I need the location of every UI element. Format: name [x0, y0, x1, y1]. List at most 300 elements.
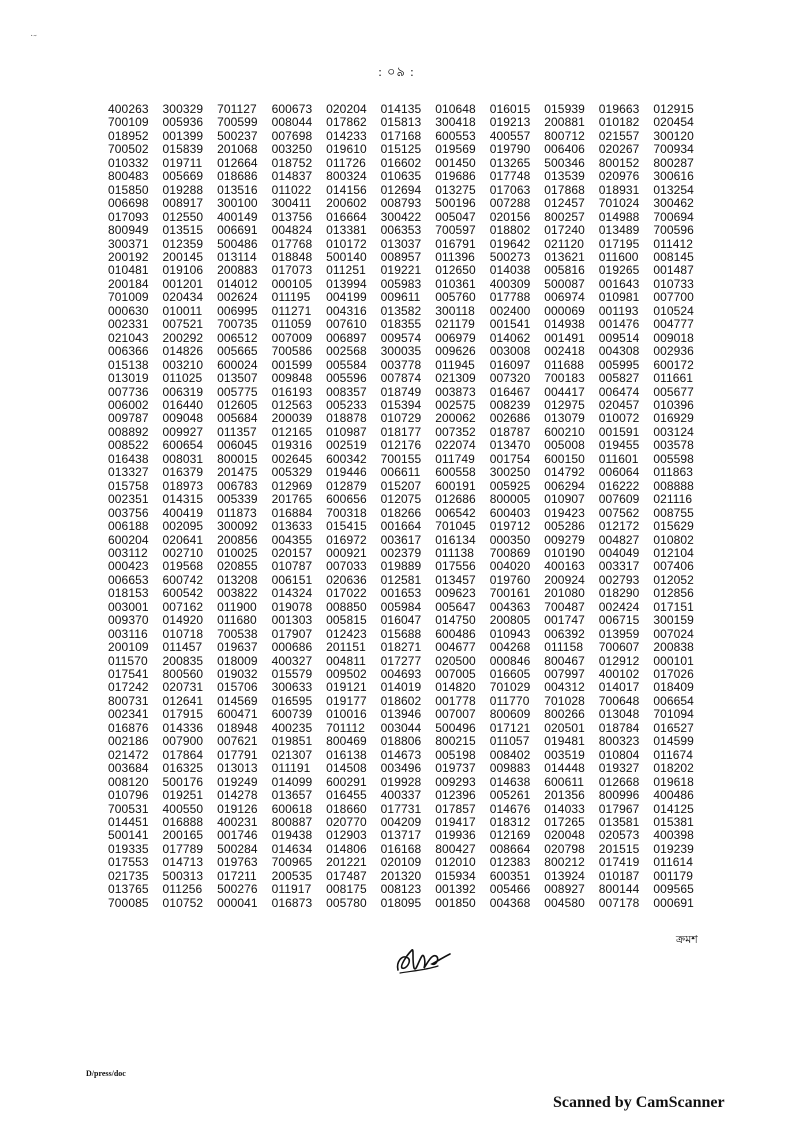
roll-number-cell: 300329 — [162, 102, 204, 116]
roll-number-cell: 018312 — [489, 815, 531, 830]
roll-number-cell: 011396 — [435, 249, 475, 264]
roll-number-cell: 012975 — [544, 397, 585, 412]
roll-number-cell: 007521 — [162, 317, 204, 332]
table-row — [108, 197, 708, 210]
roll-number-cell: 200602 — [326, 196, 367, 211]
roll-number-cell: 012641 — [162, 693, 204, 708]
roll-number-cell: 800005 — [489, 492, 531, 507]
roll-number-cell: 017789 — [162, 841, 204, 856]
roll-number-cell: 006406 — [544, 142, 585, 157]
roll-number-cell: 005984 — [380, 599, 422, 614]
roll-number-cell: 701112 — [326, 720, 365, 735]
roll-number-cell: 012010 — [435, 855, 476, 870]
table-row — [108, 507, 708, 520]
roll-number-cell: 014988 — [598, 209, 640, 224]
roll-number-cell: 001179 — [653, 868, 694, 883]
roll-number-cell: 001599 — [271, 357, 313, 372]
roll-number-cell: 010396 — [653, 397, 694, 412]
roll-number-cell: 002624 — [217, 290, 258, 305]
roll-number-cell: 019663 — [598, 102, 640, 116]
roll-number-cell: 016972 — [326, 532, 367, 547]
roll-number-cell: 300411 — [271, 196, 312, 211]
roll-number-cell: 010025 — [217, 545, 258, 560]
roll-number-cell: 010802 — [653, 532, 694, 547]
roll-number-cell: 003112 — [108, 545, 148, 560]
roll-number-cell: 019423 — [544, 505, 585, 520]
roll-number-cell: 017768 — [271, 236, 313, 251]
roll-number-cell: 017168 — [380, 128, 422, 143]
roll-number-cell: 019711 — [162, 155, 203, 170]
roll-number-cell: 000105 — [271, 276, 313, 291]
roll-number-cell: 005936 — [162, 115, 204, 130]
roll-number-cell: 200165 — [162, 828, 204, 843]
roll-number-cell: 002645 — [271, 451, 313, 466]
roll-number-cell: 014599 — [653, 734, 694, 749]
table-row — [108, 628, 708, 641]
roll-number-cell: 007874 — [380, 371, 422, 386]
roll-number-cell: 015138 — [108, 357, 149, 372]
roll-number-cell: 011661 — [653, 371, 694, 386]
roll-number-cell: 017026 — [653, 667, 694, 682]
table-row — [108, 547, 708, 560]
roll-number-cell: 003873 — [435, 384, 476, 399]
roll-number-cell: 013079 — [544, 411, 585, 426]
roll-number-cell: 201475 — [217, 465, 258, 480]
roll-number-cell: 006897 — [326, 330, 367, 345]
roll-number-cell: 016602 — [380, 155, 422, 170]
roll-number-cell: 010182 — [598, 115, 640, 130]
roll-number-cell: 600150 — [544, 451, 585, 466]
roll-number-cell: 008522 — [108, 438, 149, 453]
roll-number-cell: 021120 — [544, 236, 585, 251]
roll-number-cell: 001303 — [271, 613, 313, 628]
handwritten-signature-icon — [392, 944, 454, 976]
roll-number-cell: 011674 — [653, 747, 694, 762]
roll-number-cell: 018752 — [271, 155, 313, 170]
roll-number-cell: 007997 — [544, 667, 585, 682]
roll-number-cell: 003116 — [108, 626, 148, 641]
roll-number-cell: 012969 — [271, 478, 313, 493]
roll-number-cell: 020500 — [435, 653, 476, 668]
roll-number-cell: 005983 — [380, 276, 422, 291]
roll-number-cell: 009574 — [380, 330, 422, 345]
table-row — [108, 776, 708, 789]
roll-number-cell: 019851 — [271, 734, 313, 749]
roll-number-cell: 002568 — [326, 344, 367, 359]
roll-number-cell: 015706 — [217, 680, 258, 695]
roll-number-cell: 002095 — [162, 519, 204, 534]
roll-number-cell: 008357 — [326, 384, 367, 399]
table-row — [108, 708, 708, 721]
roll-number-cell: 010987 — [326, 424, 367, 439]
roll-number-cell: 201320 — [380, 868, 422, 883]
roll-number-cell: 014315 — [162, 492, 204, 507]
roll-number-cell: 800996 — [598, 788, 640, 803]
roll-number-cell: 004824 — [271, 223, 313, 238]
roll-number-cell: 018749 — [380, 384, 422, 399]
roll-number-cell: 003519 — [544, 747, 585, 762]
roll-number-cell: 006188 — [108, 519, 149, 534]
roll-number-cell: 004209 — [380, 815, 422, 830]
roll-number-cell: 005466 — [489, 882, 531, 897]
roll-number-cell: 017857 — [435, 801, 476, 816]
roll-number-cell: 016134 — [435, 532, 476, 547]
roll-number-cell: 800257 — [544, 209, 585, 224]
roll-number-cell: 000630 — [108, 303, 149, 318]
roll-number-cell: 011945 — [435, 357, 475, 372]
roll-number-cell: 006366 — [108, 344, 149, 359]
table-row — [108, 789, 708, 802]
roll-number-cell: 011457 — [162, 640, 203, 655]
roll-number-cell: 012912 — [598, 653, 640, 668]
roll-number-cell: 019928 — [380, 774, 422, 789]
table-row — [108, 641, 708, 654]
table-row — [108, 439, 708, 452]
roll-number-cell: 018848 — [271, 249, 313, 264]
roll-number-cell: 700155 — [380, 451, 422, 466]
roll-number-cell: 021179 — [435, 317, 475, 332]
roll-number-cell: 012915 — [653, 102, 694, 116]
roll-number-cell: 009626 — [435, 344, 476, 359]
roll-number-cell: 013924 — [544, 868, 585, 883]
roll-number-cell: 016168 — [380, 841, 422, 856]
roll-number-cell: 013539 — [544, 169, 585, 184]
roll-number-cell: 001747 — [544, 613, 585, 628]
roll-number-cell: 200292 — [162, 330, 204, 345]
roll-number-cell: 003578 — [653, 438, 694, 453]
roll-number-cell: 700607 — [598, 640, 640, 655]
roll-number-cell: 013717 — [380, 828, 422, 843]
roll-number-cell: 003008 — [489, 344, 531, 359]
roll-number-cell: 018686 — [217, 169, 258, 184]
roll-number-cell: 012563 — [271, 397, 313, 412]
roll-number-cell: 600351 — [489, 868, 531, 883]
roll-number-cell: 009018 — [653, 330, 694, 345]
roll-number-cell: 008957 — [380, 249, 422, 264]
table-row — [108, 655, 708, 668]
roll-number-cell: 014806 — [326, 841, 367, 856]
roll-number-cell: 300159 — [653, 613, 694, 628]
table-row — [108, 681, 708, 694]
roll-number-cell: 019265 — [598, 263, 640, 278]
roll-number-cell: 004417 — [544, 384, 585, 399]
roll-number-cell: 001850 — [435, 895, 476, 910]
roll-number-cell: 002936 — [653, 344, 694, 359]
roll-number-cell: 014017 — [598, 680, 640, 695]
roll-number-cell: 013633 — [271, 519, 313, 534]
roll-number-cell: 800609 — [489, 707, 531, 722]
roll-number-cell: 007288 — [489, 196, 531, 211]
roll-number-cell: 019438 — [271, 828, 313, 843]
roll-number-cell: 013254 — [653, 182, 694, 197]
roll-number-cell: 018931 — [598, 182, 640, 197]
roll-number-cell: 012104 — [653, 545, 694, 560]
table-row — [108, 184, 708, 197]
roll-number-cell: 008793 — [380, 196, 422, 211]
roll-number-cell: 016664 — [326, 209, 367, 224]
roll-number-cell: 000686 — [271, 640, 313, 655]
table-row — [108, 843, 708, 856]
roll-number-cell: 500176 — [162, 774, 204, 789]
roll-number-cell: 007007 — [435, 707, 476, 722]
roll-number-cell: 005596 — [326, 371, 367, 386]
table-row — [108, 614, 708, 627]
roll-number-cell: 021557 — [598, 128, 640, 143]
roll-number-cell: 020501 — [544, 720, 585, 735]
roll-number-cell: 600654 — [162, 438, 204, 453]
roll-number-cell: 007009 — [271, 330, 313, 345]
roll-number-cell: 800212 — [544, 855, 585, 870]
roll-number-cell: 005329 — [271, 465, 313, 480]
roll-number-cell: 013470 — [489, 438, 531, 453]
roll-number-cell: 016888 — [162, 815, 204, 830]
roll-number-cell: 011614 — [653, 855, 694, 870]
roll-number-cell: 017022 — [326, 586, 367, 601]
roll-number-cell: 005669 — [162, 169, 204, 184]
roll-number-cell: 003124 — [653, 424, 694, 439]
roll-number-cell: 014634 — [271, 841, 313, 856]
table-row — [108, 735, 708, 748]
roll-number-cell: 009279 — [544, 532, 585, 547]
roll-number-cell: 700161 — [489, 586, 531, 601]
table-row — [108, 803, 708, 816]
roll-number-cell: 006698 — [108, 196, 149, 211]
roll-number-cell: 014826 — [162, 344, 204, 359]
roll-number-cell: 700538 — [217, 626, 258, 641]
roll-number-cell: 011357 — [217, 424, 257, 439]
roll-number-cell: 010190 — [544, 545, 585, 560]
roll-number-cell: 007320 — [489, 371, 531, 386]
roll-number-cell: 019936 — [435, 828, 476, 843]
roll-number-cell: 600618 — [271, 801, 313, 816]
roll-number-cell: 016791 — [435, 236, 476, 251]
roll-number-cell: 004268 — [489, 640, 531, 655]
roll-number-cell: 001591 — [598, 424, 640, 439]
roll-number-cell: 000423 — [108, 559, 149, 574]
roll-number-cell: 017265 — [544, 815, 585, 830]
roll-number-cell: 010729 — [380, 411, 422, 426]
roll-number-cell: 700599 — [217, 115, 258, 130]
roll-number-cell: 000069 — [544, 303, 585, 318]
roll-number-cell: 500237 — [217, 128, 258, 143]
roll-number-cell: 018784 — [598, 720, 640, 735]
roll-number-cell: 011025 — [162, 371, 203, 386]
roll-number-cell: 007024 — [653, 626, 694, 641]
roll-number-cell: 200535 — [271, 868, 313, 883]
roll-number-cell: 016876 — [108, 720, 149, 735]
roll-number-cell: 015579 — [271, 667, 313, 682]
roll-number-cell: 020434 — [162, 290, 204, 305]
roll-number-cell: 006611 — [380, 465, 421, 480]
roll-number-cell: 002351 — [108, 492, 149, 507]
roll-number-cell: 701094 — [653, 707, 694, 722]
roll-number-cell: 011271 — [271, 303, 312, 318]
roll-number-cell: 013765 — [108, 882, 149, 897]
roll-number-cell: 009565 — [653, 882, 694, 897]
roll-number-cell: 300616 — [653, 169, 694, 184]
roll-number-cell: 012581 — [380, 572, 422, 587]
roll-number-cell: 012903 — [326, 828, 367, 843]
roll-number-cell: 800144 — [598, 882, 640, 897]
roll-number-cell: 014508 — [326, 761, 367, 776]
roll-number-cell: 017862 — [326, 115, 367, 130]
roll-number-cell: 400327 — [271, 653, 313, 668]
roll-number-cell: 013275 — [435, 182, 476, 197]
roll-number-cell: 014920 — [162, 613, 204, 628]
roll-number-cell: 600210 — [544, 424, 585, 439]
table-row — [108, 426, 708, 439]
roll-number-cell: 019637 — [217, 640, 258, 655]
roll-number-cell: 003778 — [380, 357, 422, 372]
roll-number-cell: 013265 — [489, 155, 531, 170]
roll-number-cell: 006151 — [271, 572, 313, 587]
roll-number-cell: 016929 — [653, 411, 694, 426]
roll-number-cell: 019251 — [162, 788, 204, 803]
roll-number-cell: 019249 — [217, 774, 258, 789]
roll-number-cell: 019712 — [489, 519, 531, 534]
roll-number-cell: 016884 — [271, 505, 313, 520]
roll-number-cell: 011057 — [489, 734, 530, 749]
roll-number-cell: 012075 — [380, 492, 422, 507]
roll-number-cell: 017063 — [489, 182, 531, 197]
roll-number-cell: 012605 — [217, 397, 258, 412]
roll-number-cell: 018271 — [380, 640, 422, 655]
roll-number-cell: 013208 — [217, 572, 258, 587]
roll-number-cell: 006979 — [435, 330, 476, 345]
roll-number-cell: 800731 — [108, 693, 149, 708]
roll-number-cell: 014673 — [380, 747, 422, 762]
roll-number-cell: 010804 — [598, 747, 640, 762]
roll-number-cell: 003617 — [380, 532, 422, 547]
roll-number-cell: 012172 — [598, 519, 640, 534]
roll-number-cell: 500140 — [326, 249, 367, 264]
table-row — [108, 372, 708, 385]
roll-number-cell: 001754 — [489, 451, 531, 466]
roll-number-cell: 012169 — [489, 828, 531, 843]
roll-number-cell: 012668 — [598, 774, 640, 789]
table-row — [108, 157, 708, 170]
roll-number-cell: 800266 — [544, 707, 585, 722]
roll-number-cell: 010072 — [598, 411, 640, 426]
roll-number-cell: 004355 — [271, 532, 313, 547]
roll-number-cell: 019481 — [544, 734, 585, 749]
roll-number-cell: 700735 — [217, 317, 258, 332]
roll-number-cell: 001643 — [598, 276, 640, 291]
roll-number-cell: 800323 — [598, 734, 640, 749]
roll-number-cell: 000846 — [489, 653, 531, 668]
roll-number-cell: 017967 — [598, 801, 640, 816]
roll-number-cell: 500284 — [217, 841, 258, 856]
roll-number-cell: 007005 — [435, 667, 476, 682]
roll-number-cell: 004316 — [326, 303, 367, 318]
roll-number-cell: 200039 — [271, 411, 313, 426]
roll-number-cell: 201068 — [217, 142, 258, 157]
roll-number-cell: 002400 — [489, 303, 531, 318]
roll-number-cell: 005584 — [326, 357, 367, 372]
roll-number-cell: 005775 — [217, 384, 258, 399]
roll-number-cell: 018177 — [380, 424, 422, 439]
roll-number-cell: 011138 — [435, 545, 475, 560]
table-row — [108, 520, 708, 533]
roll-number-cell: 013994 — [326, 276, 367, 291]
roll-number-cell: 020976 — [598, 169, 640, 184]
roll-number-cell: 200145 — [162, 249, 204, 264]
roll-number-cell: 014278 — [217, 788, 258, 803]
roll-number-cell: 016047 — [380, 613, 422, 628]
roll-number-cell: 001450 — [435, 155, 476, 170]
roll-number-cell: 011688 — [544, 357, 585, 372]
roll-number-cell: 500273 — [489, 249, 531, 264]
roll-number-cell: 018202 — [653, 761, 694, 776]
roll-number-cell: 700694 — [653, 209, 694, 224]
roll-number-cell: 017788 — [489, 290, 531, 305]
table-row — [108, 345, 708, 358]
roll-number-cell: 005925 — [489, 478, 531, 493]
roll-number-cell: 014062 — [489, 330, 531, 345]
roll-number-cell: 014099 — [271, 774, 313, 789]
roll-number-cell: 017868 — [544, 182, 585, 197]
roll-number-cell: 011022 — [271, 182, 312, 197]
roll-number-cell: 001193 — [598, 303, 639, 318]
roll-number-cell: 021043 — [108, 330, 149, 345]
roll-number-cell: 003317 — [598, 559, 640, 574]
roll-number-cell: 005233 — [326, 397, 367, 412]
table-row — [108, 480, 708, 493]
roll-number-cell: 009848 — [271, 371, 313, 386]
roll-number-cell: 015934 — [435, 868, 476, 883]
roll-number-cell: 006064 — [598, 465, 640, 480]
roll-number-cell: 005598 — [653, 451, 694, 466]
roll-number-cell: 701127 — [217, 102, 257, 116]
roll-number-cell: 701028 — [544, 693, 585, 708]
roll-number-cell: 002379 — [380, 545, 422, 560]
roll-number-cell: 012423 — [326, 626, 367, 641]
roll-number-cell: 013581 — [598, 815, 640, 830]
roll-number-cell: 005780 — [326, 895, 367, 910]
roll-number-cell: 700487 — [544, 599, 585, 614]
roll-number-cell: 014135 — [380, 102, 422, 116]
roll-number-cell: 400309 — [489, 276, 531, 291]
roll-number-cell: 014837 — [271, 169, 313, 184]
table-row — [108, 493, 708, 506]
roll-number-cell: 018266 — [380, 505, 422, 520]
roll-number-cell: 012165 — [271, 424, 313, 439]
roll-number-cell: 015758 — [108, 478, 149, 493]
roll-number-cell: 015415 — [326, 519, 367, 534]
roll-number-cell: 500087 — [544, 276, 585, 291]
table-row — [108, 762, 708, 775]
roll-number-cell: 009514 — [598, 330, 640, 345]
roll-number-cell: 011749 — [435, 451, 475, 466]
scanner-watermark: Scanned by CamScanner — [553, 1094, 725, 1111]
roll-number-cell: 700648 — [598, 693, 640, 708]
roll-number-cell: 004368 — [489, 895, 531, 910]
roll-number-cell: 013381 — [326, 223, 367, 238]
table-row — [108, 291, 708, 304]
roll-number-cell: 012550 — [162, 209, 204, 224]
roll-number-cell: 010752 — [162, 895, 204, 910]
roll-number-cell: 015394 — [380, 397, 422, 412]
roll-number-cell: 700085 — [108, 895, 149, 910]
roll-number-cell: 400235 — [271, 720, 313, 735]
roll-number-cell: 017195 — [598, 236, 640, 251]
roll-number-cell: 003822 — [217, 586, 258, 601]
roll-number-cell: 014033 — [544, 801, 585, 816]
roll-number-cell: 201515 — [598, 841, 640, 856]
roll-number-cell: 004049 — [598, 545, 640, 560]
roll-number-cell: 012052 — [653, 572, 694, 587]
roll-number-cell: 020770 — [326, 815, 367, 830]
